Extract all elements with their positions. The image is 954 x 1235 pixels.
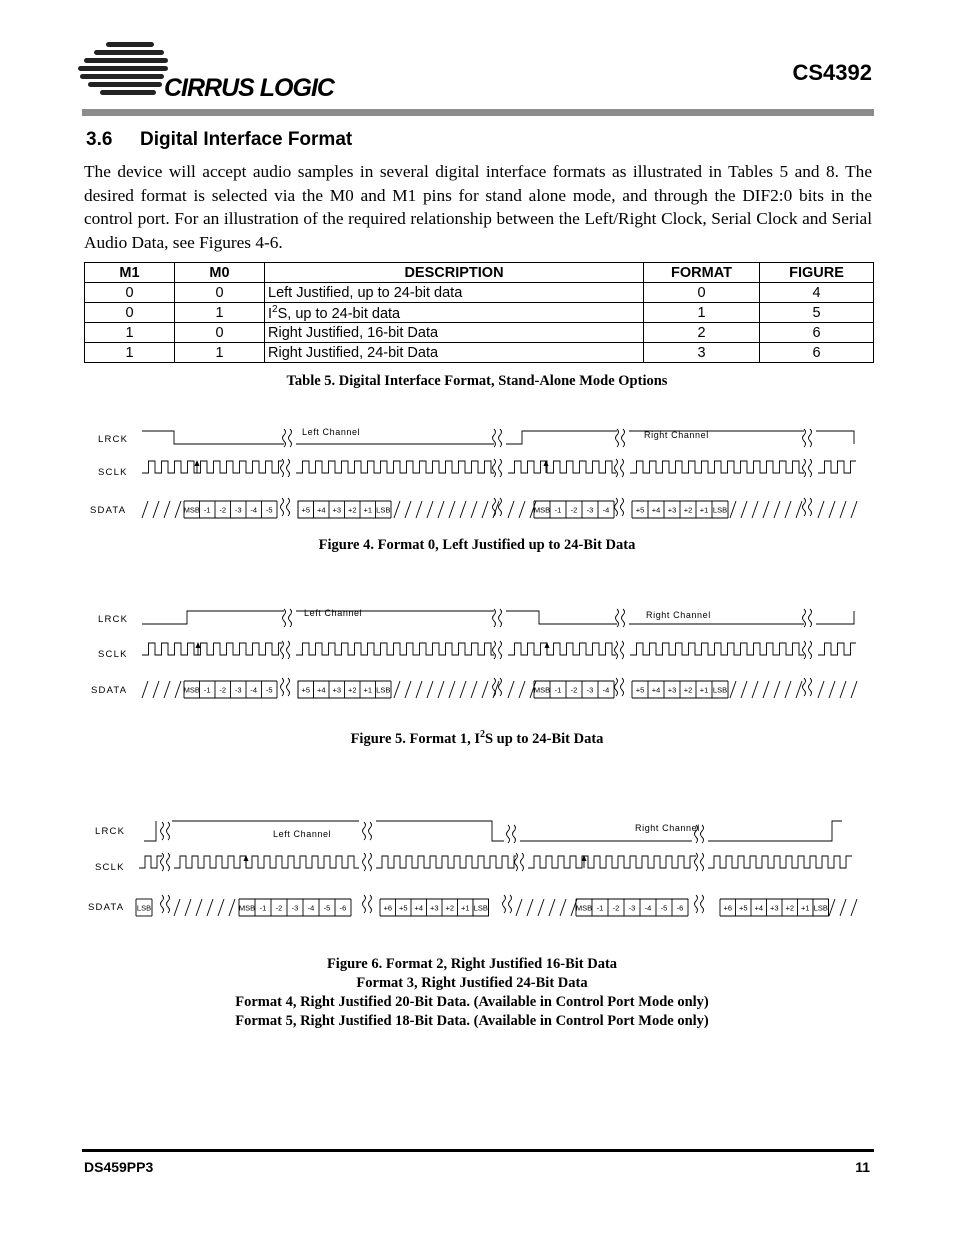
sdata-label: SDATA — [90, 505, 127, 516]
dont-care-hatch — [560, 899, 566, 916]
dont-care-hatch — [508, 681, 514, 698]
bit-label: -5 — [265, 685, 273, 695]
bit-label: +1 — [800, 903, 810, 913]
dont-care-hatch — [730, 501, 736, 518]
lrck-waveform — [506, 611, 617, 624]
lrck-waveform — [142, 611, 284, 624]
dont-care-hatch — [851, 681, 857, 698]
dont-care-hatch — [796, 681, 802, 698]
break-mark — [615, 678, 618, 696]
dont-care-hatch — [229, 899, 235, 916]
bit-label: -1 — [259, 903, 267, 913]
dont-care-hatch — [482, 501, 488, 518]
bit-label: MSB — [238, 903, 256, 913]
break-mark — [281, 498, 284, 516]
break-mark — [161, 895, 164, 913]
bit-label: +1 — [699, 505, 709, 515]
cell-m0: 1 — [175, 343, 265, 363]
dont-care-hatch — [519, 501, 525, 518]
figure6-caption-line: Format 3, Right Justified 24-Bit Data — [356, 975, 588, 991]
break-mark — [281, 459, 284, 477]
break-mark — [167, 853, 170, 871]
dont-care-hatch — [196, 899, 202, 916]
bit-label: +2 — [445, 903, 455, 913]
break-mark — [503, 895, 506, 913]
break-mark — [521, 853, 524, 871]
break-mark — [507, 825, 510, 843]
sclk-waveform — [296, 461, 494, 473]
cell-description: Right Justified, 24-bit Data — [265, 343, 644, 363]
bit-label: -6 — [676, 903, 684, 913]
bit-label: +6 — [383, 903, 393, 913]
document-id: DS459PP3 — [84, 1159, 154, 1175]
dont-care-hatch — [427, 501, 433, 518]
break-mark — [513, 825, 516, 843]
dont-care-hatch — [785, 501, 791, 518]
figure5-timing-diagram — [84, 597, 874, 712]
cell-description: Right Justified, 16-bit Data — [265, 323, 644, 343]
cell-format: 1 — [644, 303, 760, 323]
bit-label: +2 — [683, 505, 693, 515]
break-mark — [803, 459, 806, 477]
right-channel-label: Right Channel — [635, 823, 700, 833]
break-mark — [701, 853, 704, 871]
page-number: 11 — [855, 1159, 870, 1175]
break-mark — [499, 641, 502, 659]
lrck-waveform — [144, 821, 156, 841]
break-mark — [809, 678, 812, 696]
cell-figure: 6 — [760, 343, 874, 363]
break-mark — [283, 609, 286, 627]
break-mark — [803, 641, 806, 659]
break-mark — [363, 853, 366, 871]
figure6-caption-line: Format 4, Right Justified 20-Bit Data. (Available in Control Port Mode only) — [235, 994, 709, 1010]
bit-label: +2 — [785, 903, 795, 913]
sclk-waveform — [630, 461, 804, 473]
break-mark — [493, 459, 496, 477]
dont-care-hatch — [185, 899, 191, 916]
left-channel-label: Left Channel — [304, 608, 363, 618]
left-channel-label: Left Channel — [302, 427, 361, 437]
break-mark — [493, 498, 496, 516]
bit-label: LSB — [712, 685, 728, 695]
dont-care-hatch — [785, 681, 791, 698]
bit-label: +5 — [635, 505, 645, 515]
break-mark — [809, 609, 812, 627]
bit-label: +6 — [723, 903, 733, 913]
bit-label: +3 — [332, 505, 342, 515]
dont-care-hatch — [175, 501, 181, 518]
break-mark — [809, 459, 812, 477]
sclk-label: SCLK — [98, 649, 128, 660]
lrck-waveform — [142, 431, 284, 444]
sclk-waveform — [630, 643, 804, 655]
dont-care-hatch — [438, 681, 444, 698]
left-channel-label: Left Channel — [273, 829, 332, 839]
bit-label: LSB — [712, 505, 728, 515]
dont-care-hatch — [394, 501, 400, 518]
dont-care-hatch — [218, 899, 224, 916]
bit-label: -3 — [234, 685, 242, 695]
bit-label: -4 — [250, 685, 258, 695]
figure5-caption: Figure 5. Format 1, $I^2S$ up to 24-Bit Data — [350, 729, 604, 747]
break-mark — [289, 609, 292, 627]
dont-care-hatch — [851, 501, 857, 518]
dont-care-hatch — [752, 501, 758, 518]
break-mark — [509, 895, 512, 913]
break-mark — [695, 895, 698, 913]
break-mark — [499, 678, 502, 696]
sclk-waveform — [508, 643, 616, 655]
bit-label: -3 — [291, 903, 299, 913]
dont-care-hatch — [142, 681, 148, 698]
dont-care-hatch — [416, 501, 422, 518]
break-mark — [615, 459, 618, 477]
bit-label: -1 — [203, 685, 211, 695]
col-description: DESCRIPTION — [265, 263, 644, 283]
bit-label: +4 — [316, 685, 326, 695]
break-mark — [281, 678, 284, 696]
dont-care-hatch — [174, 899, 180, 916]
dont-care-hatch — [164, 501, 170, 518]
format-table — [84, 262, 874, 363]
break-mark — [621, 459, 624, 477]
bit-label: -3 — [586, 685, 594, 695]
break-mark — [803, 678, 806, 696]
sclk-waveform — [296, 643, 494, 655]
bit-label: -1 — [596, 903, 604, 913]
footer-rule — [82, 1149, 874, 1152]
cell-format: 3 — [644, 343, 760, 363]
bit-label: +2 — [347, 505, 357, 515]
section-body: The device will accept audio samples in several digital interface formats as illustrated in Tables 5 and 8. The desired format is selected via the M0 and M1 pins for stand alone mode, and through the DIF2:0 bits in the control port. For an illustration of the required relationship between the Left/Right Clock, Serial Clock and Serial Audio Data, see Figures 4-6. — [84, 162, 872, 252]
dont-care-hatch — [164, 681, 170, 698]
dont-care-hatch — [449, 681, 455, 698]
dont-care-hatch — [840, 899, 846, 916]
bit-label: +4 — [316, 505, 326, 515]
lrck-label: LRCK — [98, 614, 129, 625]
bit-label: -1 — [554, 505, 562, 515]
break-mark — [809, 429, 812, 447]
break-mark — [616, 429, 619, 447]
section-title: Digital Interface Format — [140, 129, 353, 150]
dont-care-hatch — [460, 681, 466, 698]
bit-label: LSB — [473, 903, 488, 913]
figure6-caption-line: Format 5, Right Justified 18-Bit Data. (Available in Control Port Mode only) — [235, 1013, 709, 1029]
break-mark — [499, 609, 502, 627]
bit-label: -4 — [602, 505, 610, 515]
break-mark — [621, 641, 624, 659]
col-m1: M1 — [85, 263, 175, 283]
break-mark — [369, 895, 372, 913]
dont-care-hatch — [818, 501, 824, 518]
bit-label: MSB — [183, 505, 200, 515]
break-mark — [809, 498, 812, 516]
cell-figure: 4 — [760, 283, 874, 303]
cell-m1: 0 — [85, 303, 175, 323]
break-mark — [363, 822, 366, 840]
bit-label: -1 — [554, 685, 562, 695]
break-mark — [289, 429, 292, 447]
sdata-label: SDATA — [91, 685, 128, 696]
bit-label: +5 — [301, 505, 311, 515]
break-mark — [281, 641, 284, 659]
break-mark — [499, 459, 502, 477]
cell-figure: 6 — [760, 323, 874, 343]
bit-label: -5 — [323, 903, 331, 913]
bit-label: LSB — [376, 685, 391, 695]
break-mark — [621, 678, 624, 696]
cell-m1: 0 — [85, 283, 175, 303]
dont-care-hatch — [142, 501, 148, 518]
cell-figure: 5 — [760, 303, 874, 323]
cell-m0: 0 — [175, 323, 265, 343]
table-row — [85, 283, 874, 303]
bit-label: -6 — [339, 903, 347, 913]
dont-care-hatch — [471, 501, 477, 518]
lrck-waveform — [816, 431, 854, 444]
bit-label: MSB — [183, 685, 200, 695]
bit-label: -4 — [250, 505, 258, 515]
break-mark — [161, 822, 164, 840]
sclk-label: SCLK — [95, 862, 125, 873]
break-mark — [622, 429, 625, 447]
table-row — [85, 303, 874, 323]
dont-care-hatch — [851, 899, 857, 916]
lrck-waveform — [376, 821, 504, 841]
bit-label: -5 — [660, 903, 668, 913]
bit-label: +4 — [754, 903, 764, 913]
bit-label: +5 — [398, 903, 408, 913]
bit-label: MSB — [533, 505, 551, 515]
dont-care-hatch — [730, 681, 736, 698]
break-mark — [167, 822, 170, 840]
dont-care-hatch — [516, 899, 522, 916]
lrck-label: LRCK — [95, 826, 126, 837]
bit-label: -2 — [612, 903, 620, 913]
dont-care-hatch — [449, 501, 455, 518]
break-mark — [701, 825, 704, 843]
sdata-label: SDATA — [88, 902, 125, 913]
dont-care-hatch — [153, 501, 159, 518]
break-mark — [701, 895, 704, 913]
sclk-waveform — [528, 856, 696, 868]
bit-label: -3 — [628, 903, 636, 913]
sclk-waveform — [708, 856, 852, 868]
sclk-waveform — [142, 643, 282, 655]
bit-label: +5 — [635, 685, 645, 695]
sclk-waveform — [376, 856, 516, 868]
bit-label: +1 — [699, 685, 709, 695]
lrck-waveform — [506, 431, 617, 444]
lrck-waveform — [816, 611, 854, 624]
table-header-row — [85, 263, 874, 283]
sclk-waveform — [174, 856, 359, 868]
bit-label: +1 — [460, 903, 470, 913]
bit-label: MSB — [533, 685, 551, 695]
sclk-waveform — [142, 461, 282, 473]
bit-label: -3 — [234, 505, 242, 515]
bit-label: -4 — [602, 685, 610, 695]
bit-label: -4 — [307, 903, 315, 913]
col-figure: FIGURE — [760, 263, 874, 283]
bit-label: +3 — [667, 505, 677, 515]
dont-care-hatch — [538, 899, 544, 916]
bit-label: -2 — [219, 505, 227, 515]
break-mark — [499, 429, 502, 447]
sclk-waveform — [139, 856, 162, 868]
dont-care-hatch — [416, 681, 422, 698]
lrck-label: LRCK — [98, 434, 129, 445]
section-number: 3.6 — [86, 129, 113, 150]
sclk-label: SCLK — [98, 467, 128, 478]
break-mark — [499, 498, 502, 516]
figure4-timing-diagram — [84, 415, 874, 530]
dont-care-hatch — [741, 681, 747, 698]
dont-care-hatch — [549, 899, 555, 916]
cell-m1: 1 — [85, 323, 175, 343]
break-mark — [287, 498, 290, 516]
cell-m1: 1 — [85, 343, 175, 363]
cell-m0: 0 — [175, 283, 265, 303]
break-mark — [493, 678, 496, 696]
bit-label: +5 — [738, 903, 748, 913]
dont-care-hatch — [207, 899, 213, 916]
cell-format: 0 — [644, 283, 760, 303]
bit-label: +3 — [332, 685, 342, 695]
cell-description: Left Justified, up to 24-bit data — [265, 283, 644, 303]
cell-description: $I^2S$, up to 24-bit data — [265, 303, 644, 323]
bit-label: LSB — [136, 903, 152, 913]
dont-care-hatch — [482, 681, 488, 698]
break-mark — [803, 429, 806, 447]
dont-care-hatch — [741, 501, 747, 518]
break-mark — [287, 641, 290, 659]
bit-label: -3 — [586, 505, 594, 515]
break-mark — [493, 641, 496, 659]
cirrus-logic-logo — [78, 40, 338, 102]
bit-label: -4 — [644, 903, 652, 913]
dont-care-hatch — [840, 501, 846, 518]
bit-label: -1 — [203, 505, 211, 515]
bit-label: -2 — [275, 903, 283, 913]
break-mark — [615, 498, 618, 516]
dont-care-hatch — [460, 501, 466, 518]
col-format: FORMAT — [644, 263, 760, 283]
dont-care-hatch — [427, 681, 433, 698]
break-mark — [363, 895, 366, 913]
dont-care-hatch — [829, 899, 835, 916]
bit-label: +2 — [683, 685, 693, 695]
break-mark — [621, 498, 624, 516]
dont-care-hatch — [829, 501, 835, 518]
bit-label: LSB — [376, 505, 391, 515]
break-mark — [809, 641, 812, 659]
bit-label: +1 — [363, 505, 373, 515]
bit-label: -2 — [570, 685, 578, 695]
dont-care-hatch — [752, 681, 758, 698]
logo-wordmark: CIRRUS LOGIC — [164, 74, 334, 102]
bit-label: +5 — [301, 685, 311, 695]
figure6-caption-line: Figure 6. Format 2, Right Justified 16-Bit Data — [326, 956, 618, 972]
break-mark — [369, 822, 372, 840]
dont-care-hatch — [405, 681, 411, 698]
dont-care-hatch — [405, 501, 411, 518]
dont-care-hatch — [818, 681, 824, 698]
dont-care-hatch — [763, 501, 769, 518]
dont-care-hatch — [438, 501, 444, 518]
break-mark — [369, 853, 372, 871]
dont-care-hatch — [175, 681, 181, 698]
dont-care-hatch — [519, 681, 525, 698]
lrck-waveform — [708, 821, 842, 841]
break-mark — [287, 678, 290, 696]
bit-label: +2 — [347, 685, 357, 695]
dont-care-hatch — [527, 899, 533, 916]
bit-label: +4 — [651, 685, 661, 695]
bit-label: +3 — [429, 903, 439, 913]
cell-m0: 1 — [175, 303, 265, 323]
break-mark — [803, 498, 806, 516]
bit-label: -2 — [570, 505, 578, 515]
break-mark — [287, 459, 290, 477]
bit-label: +1 — [363, 685, 373, 695]
table-row — [85, 323, 874, 343]
part-number: CS4392 — [792, 60, 872, 85]
header-rule — [82, 109, 874, 116]
bit-label: LSB — [813, 903, 828, 913]
break-mark — [493, 609, 496, 627]
table-row — [85, 343, 874, 363]
dont-care-hatch — [774, 681, 780, 698]
dont-care-hatch — [394, 681, 400, 698]
dont-care-hatch — [153, 681, 159, 698]
break-mark — [167, 895, 170, 913]
dont-care-hatch — [508, 501, 514, 518]
right-channel-label: Right Channel — [644, 430, 709, 440]
dont-care-hatch — [763, 681, 769, 698]
sclk-waveform — [818, 461, 856, 473]
dont-care-hatch — [774, 501, 780, 518]
bit-label: +4 — [414, 903, 424, 913]
sclk-waveform — [508, 461, 616, 473]
arrow-head — [196, 642, 201, 648]
dont-care-hatch — [471, 681, 477, 698]
break-mark — [615, 641, 618, 659]
table5-caption: Table 5. Digital Interface Format, Stand-Alone Mode Options — [286, 373, 668, 389]
bit-label: -5 — [265, 505, 273, 515]
sclk-waveform — [818, 643, 856, 655]
bit-label: +3 — [667, 685, 677, 695]
dont-care-hatch — [829, 681, 835, 698]
arrow-head — [195, 460, 200, 466]
figure4-caption: Figure 4. Format 0, Left Justified up to 24-Bit Data — [318, 537, 636, 553]
right-channel-label: Right Channel — [646, 610, 711, 620]
bit-label: MSB — [575, 903, 593, 913]
dont-care-hatch — [840, 681, 846, 698]
col-m0: M0 — [175, 263, 265, 283]
dont-care-hatch — [796, 501, 802, 518]
figure6-timing-diagram — [84, 810, 874, 925]
bit-label: +4 — [651, 505, 661, 515]
break-mark — [622, 609, 625, 627]
bit-label: -2 — [219, 685, 227, 695]
bit-label: +3 — [769, 903, 779, 913]
figure6-caption — [0, 955, 944, 1031]
cell-format: 2 — [644, 323, 760, 343]
section-heading — [86, 129, 352, 151]
